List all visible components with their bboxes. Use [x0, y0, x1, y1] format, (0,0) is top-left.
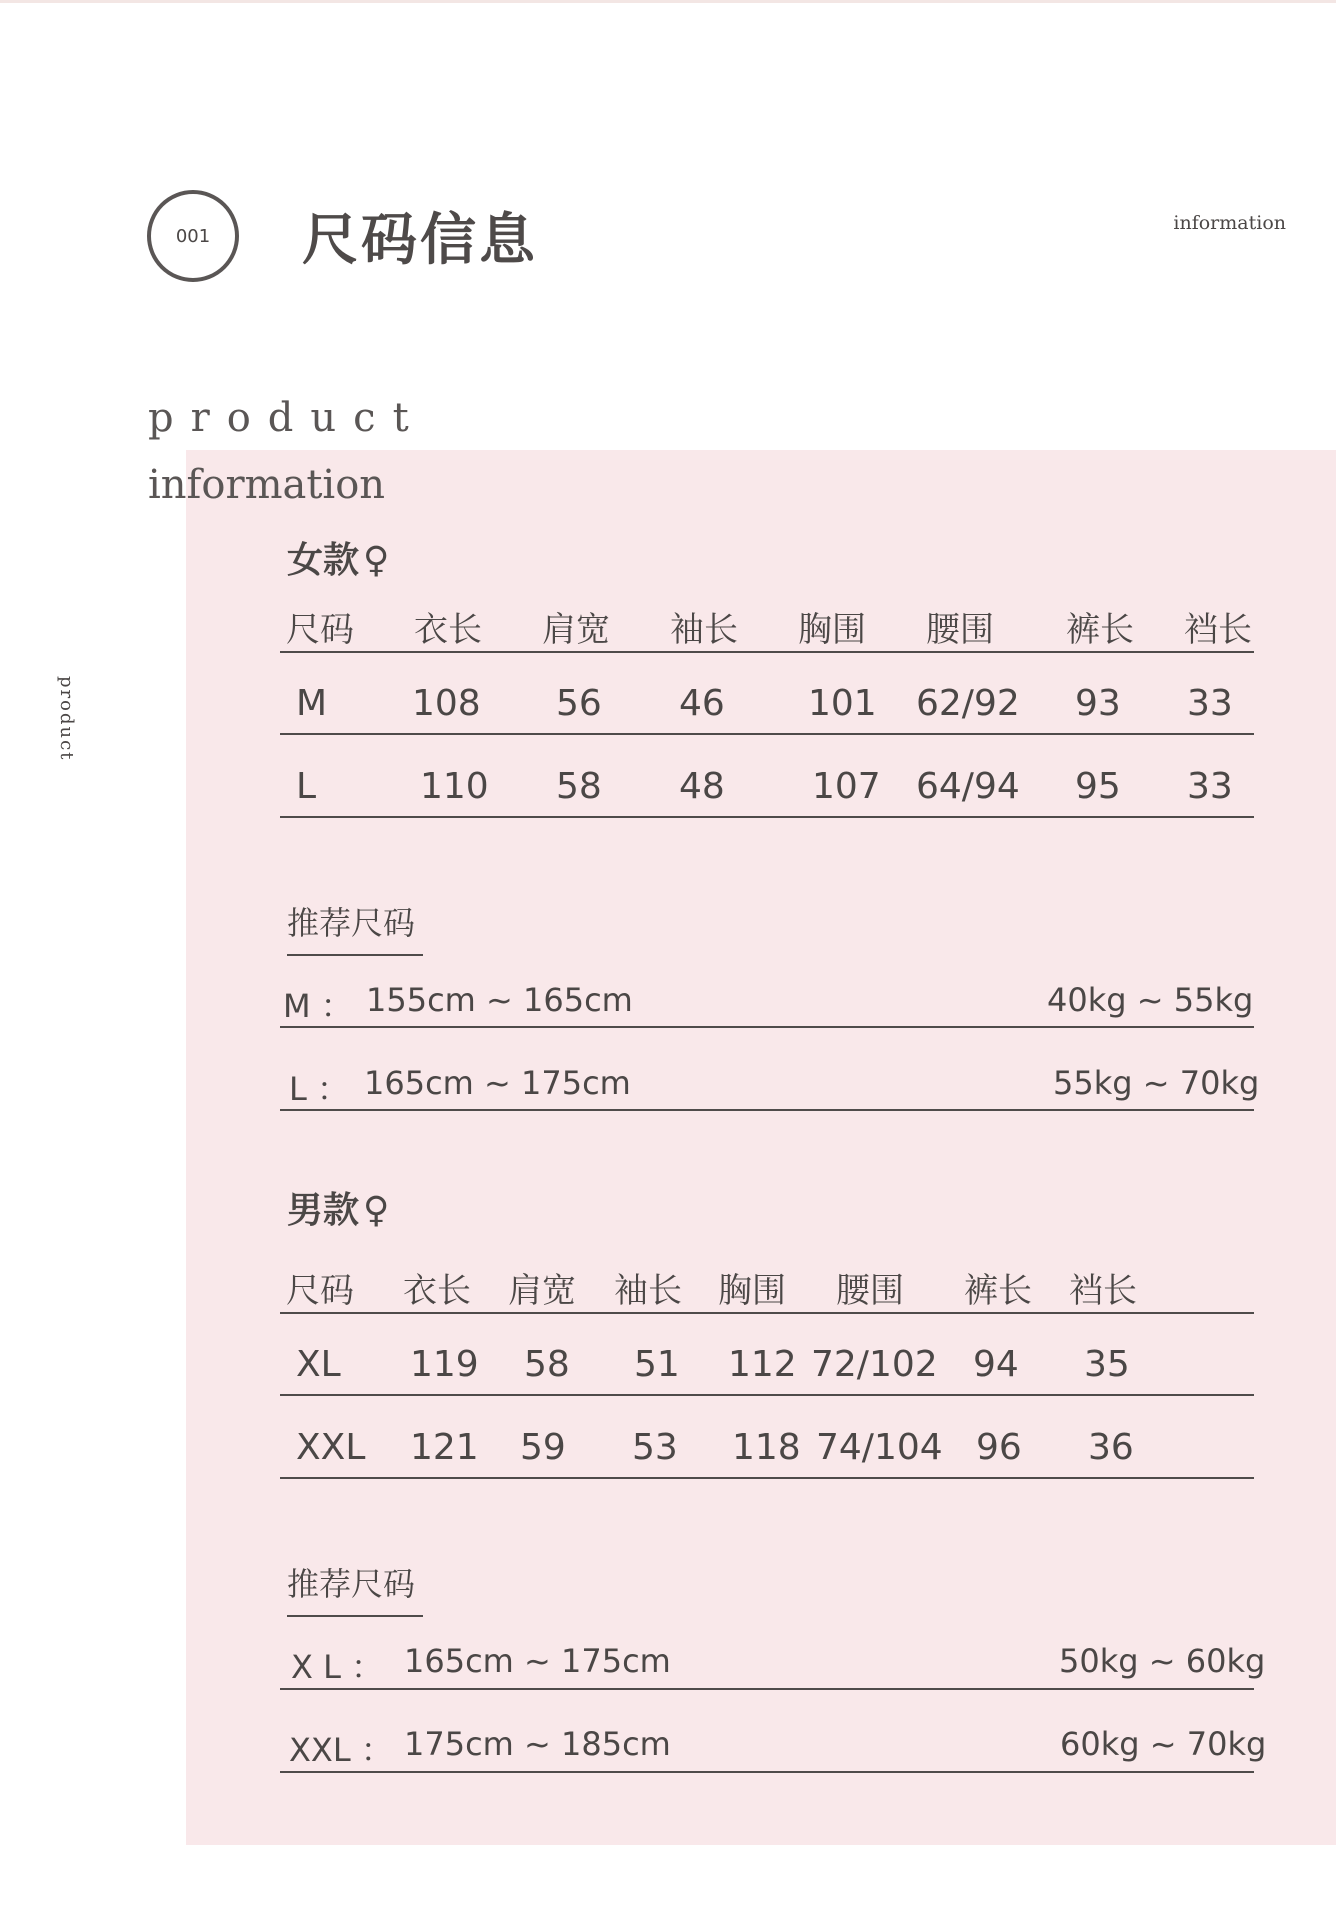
cell-pants-length: 95: [1075, 766, 1121, 807]
women-title-text: 女款: [287, 540, 360, 581]
table-rule: [280, 1771, 1254, 1773]
table-rule: [280, 1109, 1254, 1111]
cell-size: XXL: [296, 1427, 366, 1468]
header-sleeve: 袖长: [670, 610, 738, 650]
recommend-size: XXL ：: [289, 1731, 393, 1769]
header-chest: 胸围: [798, 610, 866, 650]
cell-crotch: 33: [1187, 683, 1233, 724]
female-symbol-icon: ♀: [363, 540, 390, 581]
header-size: 尺码: [286, 610, 354, 650]
header-shoulder: 肩宽: [508, 1271, 576, 1311]
women-recommend-title: 推荐尺码: [287, 898, 423, 956]
cell-length: 121: [410, 1427, 479, 1468]
female-symbol-icon: ♀: [363, 1190, 390, 1231]
header-sleeve: 袖长: [614, 1271, 682, 1311]
table-rule: [280, 651, 1254, 653]
information-heading: information: [148, 462, 386, 508]
cell-sleeve: 46: [679, 683, 725, 724]
table-rule: [280, 816, 1254, 818]
pink-background-panel: [186, 450, 1336, 1845]
recommend-height: 155cm ~ 165cm: [366, 981, 633, 1019]
table-rule: [280, 1026, 1254, 1028]
cell-shoulder: 58: [556, 766, 602, 807]
cell-waist: 64/94: [916, 766, 1020, 807]
cell-chest: 118: [732, 1427, 801, 1468]
cell-sleeve: 53: [632, 1427, 678, 1468]
men-title-text: 男款: [287, 1190, 360, 1231]
table-rule: [280, 1688, 1254, 1690]
table-rule: [280, 1394, 1254, 1396]
recommend-weight: 55kg ~ 70kg: [1053, 1064, 1260, 1102]
recommend-weight: 60kg ~ 70kg: [1060, 1725, 1267, 1763]
cell-shoulder: 58: [524, 1344, 570, 1385]
recommend-size: M ：: [283, 987, 353, 1025]
top-divider: [0, 0, 1336, 3]
recommend-height: 165cm ~ 175cm: [404, 1642, 671, 1680]
recommend-weight: 50kg ~ 60kg: [1059, 1642, 1266, 1680]
cell-size: L: [296, 766, 317, 807]
section-number-badge: [147, 190, 239, 282]
product-heading: product: [148, 395, 426, 441]
men-section-title: [287, 1182, 389, 1233]
recommend-size: L ：: [289, 1070, 350, 1108]
cell-crotch: 35: [1084, 1344, 1130, 1385]
cell-length: 108: [412, 683, 481, 724]
header-size: 尺码: [286, 1271, 354, 1311]
table-rule: [280, 1477, 1254, 1479]
cell-length: 119: [410, 1344, 479, 1385]
cell-length: 110: [420, 766, 489, 807]
cell-waist: 72/102: [811, 1344, 938, 1385]
header-pants-length: 裤长: [1066, 610, 1134, 650]
cell-crotch: 36: [1088, 1427, 1134, 1468]
page-title: 尺码信息: [302, 208, 538, 273]
table-rule: [280, 1312, 1254, 1314]
cell-sleeve: 51: [634, 1344, 680, 1385]
cell-chest: 101: [808, 683, 877, 724]
cell-chest: 107: [812, 766, 881, 807]
recommend-height: 175cm ~ 185cm: [404, 1725, 671, 1763]
header-crotch: 裆长: [1069, 1271, 1137, 1311]
header-shoulder: 肩宽: [542, 610, 610, 650]
table-rule: [280, 733, 1254, 735]
header-length: 衣长: [414, 610, 482, 650]
recommend-height: 165cm ~ 175cm: [364, 1064, 631, 1102]
cell-chest: 112: [728, 1344, 797, 1385]
corner-label: information: [1173, 212, 1286, 234]
cell-waist: 74/104: [816, 1427, 943, 1468]
header-chest: 胸围: [718, 1271, 786, 1311]
cell-pants-length: 94: [973, 1344, 1019, 1385]
vertical-side-label: product: [56, 676, 77, 762]
cell-shoulder: 56: [556, 683, 602, 724]
cell-sleeve: 48: [679, 766, 725, 807]
header-crotch: 裆长: [1184, 610, 1252, 650]
header-pants-length: 裤长: [964, 1271, 1032, 1311]
cell-crotch: 33: [1187, 766, 1233, 807]
women-section-title: [287, 532, 389, 583]
cell-size: XL: [296, 1344, 341, 1385]
cell-pants-length: 93: [1075, 683, 1121, 724]
section-number: 001: [175, 225, 211, 247]
cell-pants-length: 96: [976, 1427, 1022, 1468]
cell-size: M: [296, 683, 328, 724]
header-length: 衣长: [403, 1271, 471, 1311]
cell-waist: 62/92: [916, 683, 1020, 724]
header-waist: 腰围: [836, 1271, 904, 1311]
cell-shoulder: 59: [520, 1427, 566, 1468]
recommend-size: X L ：: [291, 1648, 384, 1686]
recommend-weight: 40kg ~ 55kg: [1047, 981, 1254, 1019]
men-recommend-title: 推荐尺码: [287, 1559, 423, 1617]
header-waist: 腰围: [926, 610, 994, 650]
